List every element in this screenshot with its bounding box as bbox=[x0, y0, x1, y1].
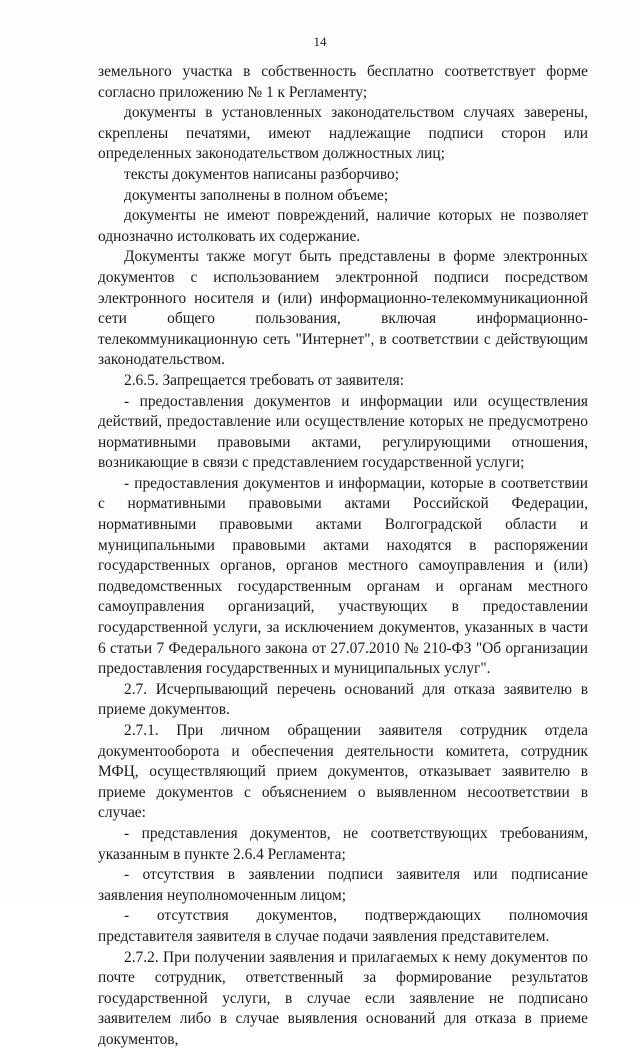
paragraph: 2.7.2. При получении заявления и прилагаемых к нему документов по почте сотрудник, ответственный за формирование результатов государственной услуги, в случае если заявление не подписано заявителем либо в случае выявления оснований для отказа в приеме документов, bbox=[98, 948, 588, 1048]
page-number: 14 bbox=[313, 34, 327, 49]
paragraph: - предоставления документов и информации или осуществления действий, предоставление или осуществление которых не предусмотрено нормативными правовыми актами, регулирующими отношения, возникающие в связи с представлением государственной услуги; bbox=[98, 392, 588, 472]
paragraph: - предоставления документов и информации, которые в соответствии с нормативными правовыми актами Российской Федерации, нормативными правовыми актами Волгоградской области и муниципальными правовыми актами находятся в распоряжении государственных органов, органов местного самоуправления и (или) подведомственных государственным органам и органам местного самоуправления организаций, участвующих в предоставлении государственной услуги, за исключением документов, указанных в части 6 статьи 7 Федерального закона от 27.07.2010 № 210-ФЗ "Об организации предоставления государственных и муниципальных услуг". bbox=[98, 474, 588, 678]
paragraph: 2.7.1. При личном обращении заявителя сотрудник отдела документооборота и обеспечения деятельности комитета, сотрудник МФЦ, осуществляющий прием документов, отказывает заявителю в приеме документов с объяснением о выявленном несоответствии в случае: bbox=[98, 722, 588, 822]
paragraph: - представления документов, не соответствующих требованиям, указанным в пункте 2.6.4 Регламента; bbox=[98, 824, 588, 863]
paragraph: документы в установленных законодательством случаях заверены, скреплены печатями, имеют надлежащие подписи сторон или определенных законодательством должностных лиц; bbox=[98, 104, 588, 163]
paragraph: - отсутствия в заявлении подписи заявителя или подписание заявления неуполномоченным лицом; bbox=[98, 866, 588, 904]
paragraph: тексты документов написаны разборчиво; bbox=[124, 165, 399, 183]
paragraph: - отсутствия документов, подтверждающих полномочия представителя заявителя в случае подачи заявления представителем. bbox=[98, 907, 588, 945]
paragraph: документы заполнены в полном объеме; bbox=[124, 186, 389, 204]
paragraph: Документы также могут быть представлены в форме электронных документов с использованием электронной подписи посредством электронного носителя и (или) информационно-телекоммуникационной сети общего пользования, включая информационно-телекоммуникационную сеть "Интернет", в соответствии с действующим законодательством. bbox=[98, 248, 588, 369]
paragraph: 2.7. Исчерпывающий перечень оснований для отказа заявителю в приеме документов. bbox=[98, 680, 588, 719]
body-text bbox=[98, 62, 588, 1051]
paragraph: документы не имеют повреждений, наличие которых не позволяет однозначно истолковать их содержание. bbox=[98, 207, 588, 245]
paragraph: 2.6.5. Запрещается требовать от заявителя: bbox=[124, 371, 404, 389]
paragraph: земельного участка в собственность бесплатно соответствует форме согласно приложению № 1 к Регламенту; bbox=[98, 63, 588, 101]
